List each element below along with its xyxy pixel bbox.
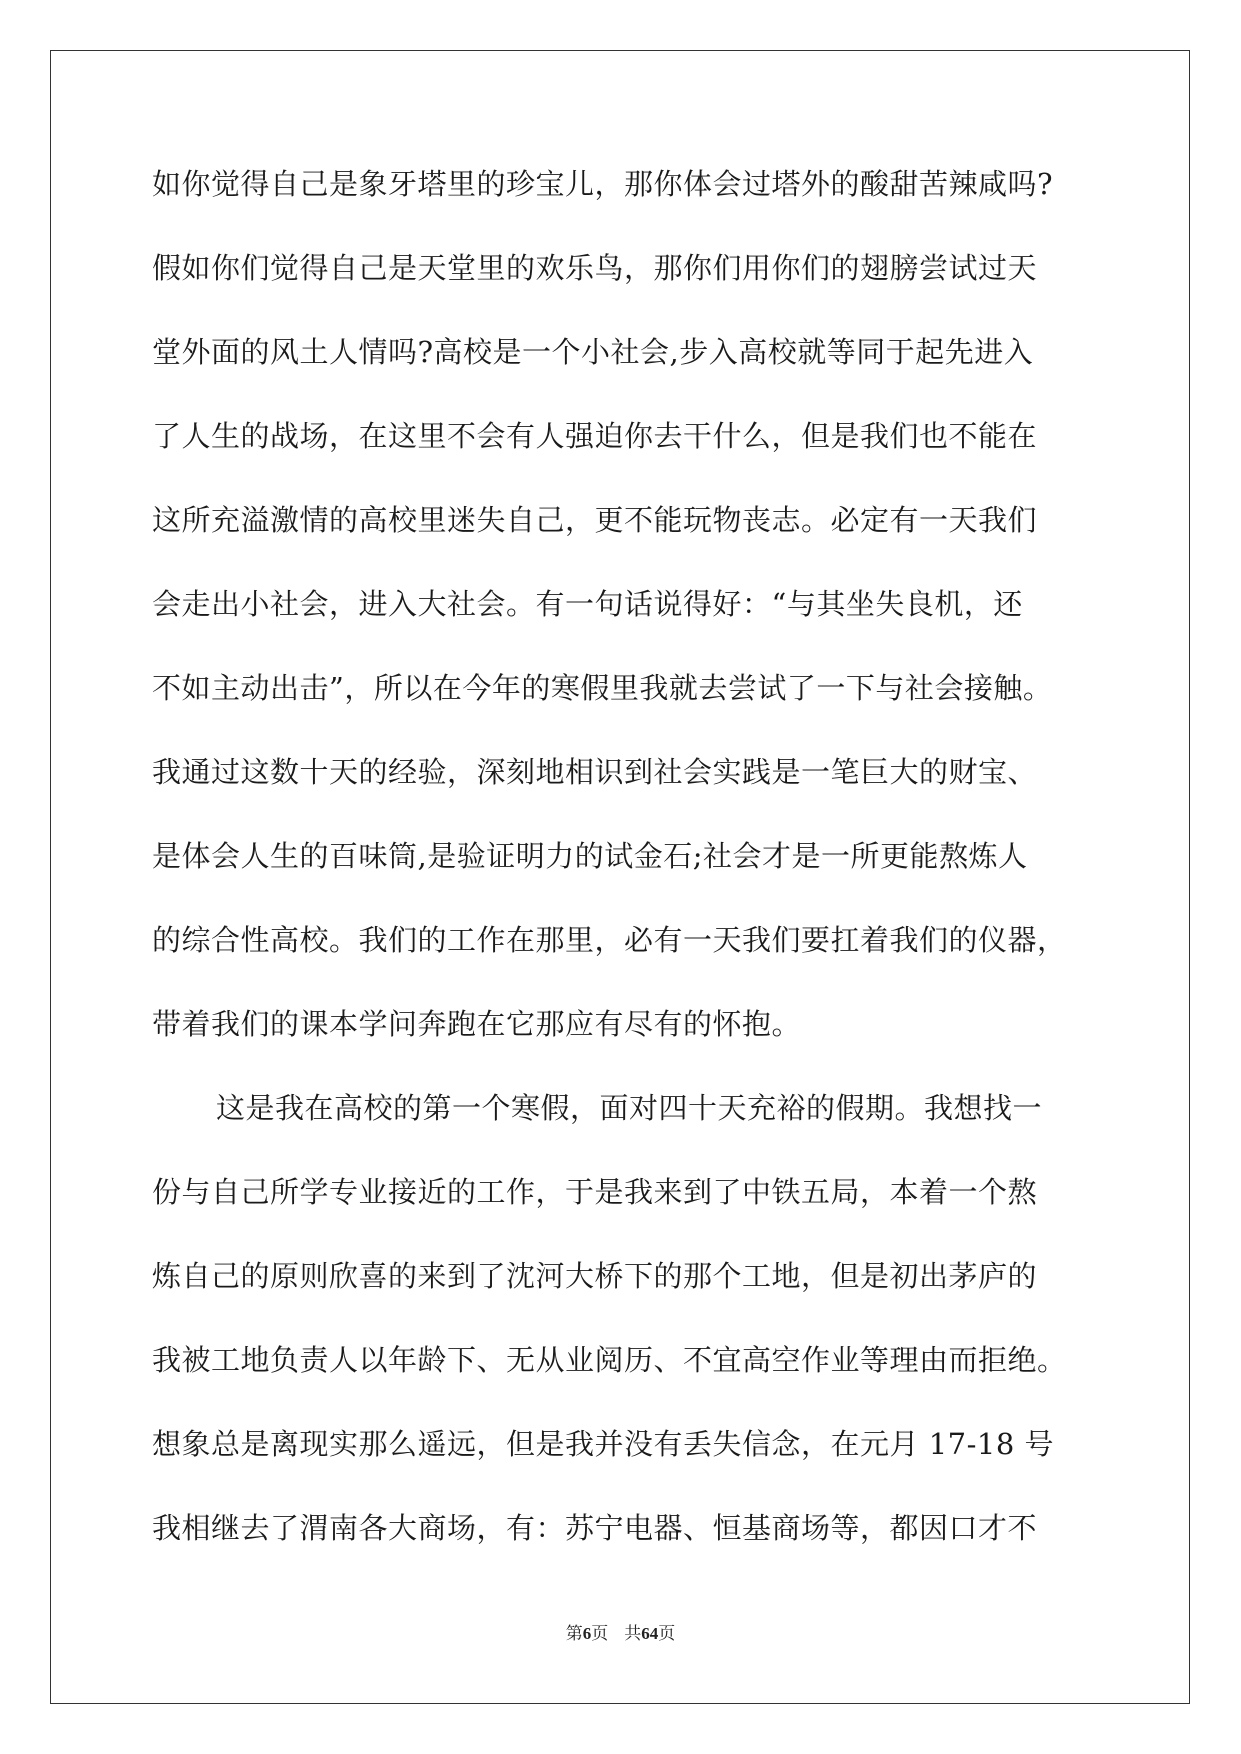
total-prefix: 共 [624, 1624, 642, 1643]
text-line: 是体会人生的百味筒,是验证明力的试金石;社会才是一所更能熬炼人 [152, 839, 1028, 873]
total-suffix: 页 [658, 1624, 676, 1643]
text-line: 假如你们觉得自己是天堂里的欢乐鸟，那你们用你们的翅膀尝试过天 [152, 251, 1038, 285]
page-suffix: 页 [591, 1624, 609, 1643]
paragraph-start-line: 这是我在高校的第一个寒假，面对四十天充裕的假期。我想找一 [216, 1091, 1043, 1125]
page-number: 6 [582, 1624, 592, 1643]
page-footer [0, 1619, 1241, 1644]
text-line: 我被工地负责人以年龄下、无从业阅历、不宜高空作业等理由而拒绝。 [152, 1343, 1067, 1377]
text-line: 我通过这数十天的经验，深刻地相识到社会实践是一笔巨大的财宝、 [152, 755, 1038, 789]
text-line: 我相继去了渭南各大商场，有：苏宁电器、恒基商场等，都因口才不 [152, 1511, 1038, 1545]
page-prefix: 第 [565, 1624, 583, 1643]
text-line: 如你觉得自己是象牙塔里的珍宝儿，那你体会过塔外的酸甜苦辣咸吗? [152, 167, 1054, 201]
text-line: 堂外面的风土人情吗?高校是一个小社会,步入高校就等同于起先进入 [152, 335, 1034, 369]
text-line: 不如主动出击”，所以在今年的寒假里我就去尝试了一下与社会接触。 [152, 671, 1053, 705]
text-line: 想象总是离现实那么遥远，但是我并没有丢失信念，在元月 17-18 号 [152, 1427, 1055, 1461]
text-line: 这所充溢激情的高校里迷失自己，更不能玩物丧志。必定有一天我们 [152, 503, 1038, 537]
text-line: 了人生的战场，在这里不会有人强迫你去干什么，但是我们也不能在 [152, 419, 1038, 453]
text-line: 炼自己的原则欣喜的来到了沈河大桥下的那个工地，但是初出茅庐的 [152, 1259, 1038, 1293]
text-line: 份与自己所学专业接近的工作，于是我来到了中铁五局，本着一个熬 [152, 1175, 1038, 1209]
document-body [152, 160, 1092, 1588]
text-line: 带着我们的课本学问奔跑在它那应有尽有的怀抱。 [152, 1007, 802, 1041]
page-total: 64 [641, 1624, 659, 1643]
text-line: 会走出小社会，进入大社会。有一句话说得好：“与其坐失良机，还 [152, 587, 1023, 621]
text-line: 的综合性高校。我们的工作在那里，必有一天我们要扛着我们的仪器， [152, 923, 1067, 957]
